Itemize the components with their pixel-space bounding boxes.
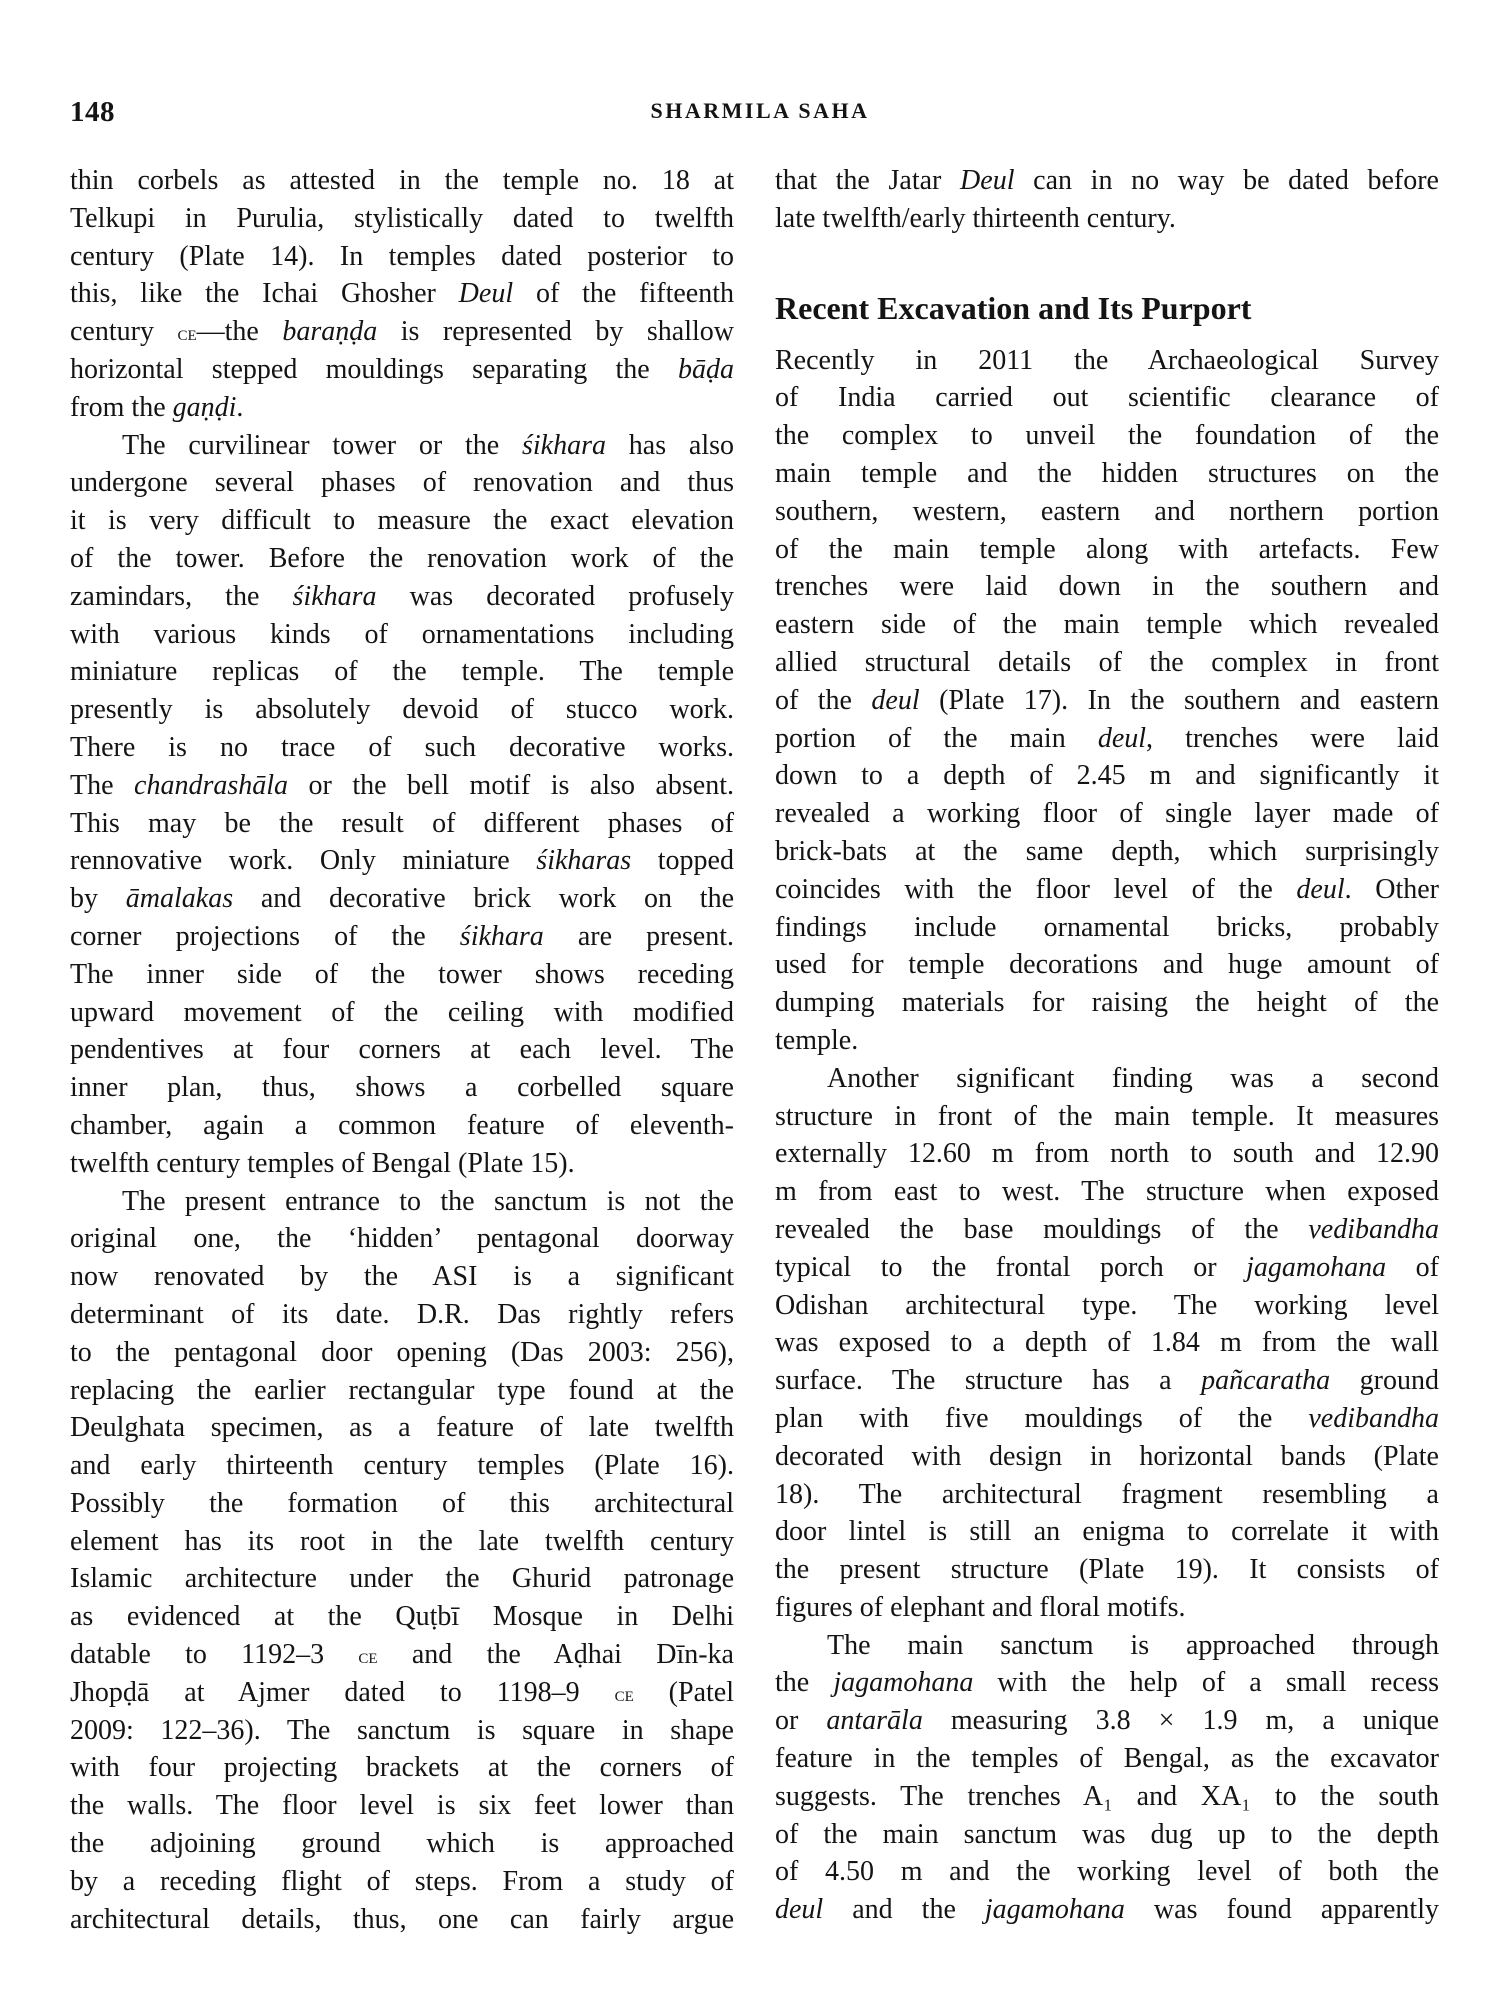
era-abbreviation: ce — [614, 1680, 634, 1706]
text-run: that the Jatar — [775, 165, 961, 196]
text-run: can in no way be dated before — [1014, 165, 1439, 196]
text-line: original one, the ‘hidden’ pentagonal doorway — [70, 1223, 734, 1255]
right-column — [775, 162, 1439, 1929]
text-run: datable to 1192–3 — [70, 1639, 359, 1671]
text-line: pendentives at four corners at each level. The — [70, 1034, 734, 1066]
text-run: The curvilinear tower or the — [122, 429, 522, 461]
italic-term: deul — [1296, 873, 1345, 905]
text-run: and decorative brick work on the — [233, 883, 734, 915]
italic-term: deul — [1097, 722, 1147, 754]
text-line: allied structural details of the complex in front — [775, 646, 1439, 678]
text-run: was found apparently — [1124, 1894, 1439, 1926]
text-run: (Plate 17). In the southern and eastern — [919, 684, 1439, 716]
text-line — [70, 1636, 734, 1674]
text-run: of the — [775, 684, 872, 716]
text-line: The inner side of the tower shows receding — [70, 958, 734, 990]
text-run: of the fifteenth — [513, 278, 734, 310]
text-line — [70, 1674, 734, 1712]
text-run: rennovative work. Only miniature — [70, 845, 537, 877]
text-run: . — [236, 391, 244, 423]
italic-term: baraṇḍa — [282, 316, 378, 348]
text-line: architectural details, thus, one can fairly argue — [70, 1903, 734, 1935]
text-run: by — [70, 883, 126, 915]
text-line: of the tower. Before the renovation work of the — [70, 542, 734, 574]
text-run: surface. The structure has a — [775, 1365, 1202, 1397]
text-line: brick-bats at the same depth, which surprisingly — [775, 835, 1439, 867]
text-run: or — [775, 1705, 827, 1737]
text-line — [775, 682, 1439, 720]
page-header — [70, 96, 1450, 136]
italic-term: jagamohana — [833, 1667, 974, 1699]
text-run: ground — [1330, 1365, 1439, 1397]
page-number: 148 — [70, 96, 115, 128]
text-line: decorated with design in horizontal bands (Plate — [775, 1440, 1439, 1472]
text-run: was decorated profusely — [376, 580, 734, 612]
text-line: Odishan architectural type. The working level — [775, 1289, 1439, 1321]
text-line: figures of elephant and floral motifs. — [775, 1591, 1186, 1623]
text-run: century — [70, 316, 178, 348]
text-run: The — [70, 769, 135, 801]
text-line: dumping materials for raising the height of the — [775, 987, 1439, 1019]
text-line: thin corbels as attested in the temple no. 18 at — [70, 165, 734, 196]
text-line: upward movement of the ceiling with modified — [70, 996, 734, 1028]
text-line: presently is absolutely devoid of stucco work. — [70, 694, 734, 726]
text-line — [70, 842, 734, 880]
text-run: plan with five mouldings of the — [775, 1402, 1309, 1434]
text-run: , trenches were laid — [1146, 722, 1440, 754]
text-run: and the — [823, 1894, 985, 1926]
text-run: corner projections of the — [70, 920, 460, 952]
right-column-body — [775, 342, 1439, 1929]
text-line: The present entrance to the sanctum is not the — [122, 1185, 734, 1217]
text-line: suggests. The trenches A₁ and XA₁ to the south — [775, 1780, 1439, 1812]
text-run: are present. — [543, 920, 734, 952]
text-line: down to a depth of 2.45 m and significantly it — [775, 760, 1439, 792]
text-line: of 4.50 m and the working level of both the — [775, 1856, 1439, 1888]
text-line: it is very difficult to measure the exact elevation — [70, 505, 734, 537]
text-run: and the Aḍhai Dīn-ka — [377, 1639, 734, 1671]
running-head-author: SHARMILA SAHA — [650, 98, 870, 123]
italic-term: vedibandha — [1308, 1402, 1439, 1434]
text-line: externally 12.60 m from north to south and 12.90 — [775, 1138, 1439, 1170]
text-line — [70, 275, 734, 313]
text-run: . Other — [1344, 873, 1439, 905]
italic-term: Deul — [960, 165, 1015, 196]
text-run: horizontal stepped mouldings separating the — [70, 353, 678, 385]
text-line: 18). The architectural fragment resembling a — [775, 1478, 1439, 1510]
text-line: 2009: 122–36). The sanctum is square in shape — [70, 1714, 734, 1746]
left-column — [70, 162, 734, 1938]
text-line: with four projecting brackets at the corners of — [70, 1752, 734, 1784]
text-line: the present structure (Plate 19). It consists of — [775, 1554, 1439, 1586]
text-line: Possibly the formation of this architectural — [70, 1487, 734, 1519]
text-line: century (Plate 14). In temples dated posterior to — [70, 240, 734, 272]
text-line: eastern side of the main temple which revealed — [775, 609, 1439, 641]
text-line — [775, 1702, 1439, 1740]
text-line — [70, 389, 734, 427]
italic-term: vedibandha — [1308, 1213, 1439, 1245]
text-run: measuring 3.8 × 1.9 m, a unique — [922, 1705, 1439, 1737]
text-line: and early thirteenth century temples (Plate 16). — [70, 1450, 734, 1482]
italic-term: bāḍa — [678, 353, 734, 385]
italic-term: śikharas — [536, 845, 632, 877]
text-line: used for temple decorations and huge amount of — [775, 949, 1439, 981]
text-run: has also — [606, 429, 734, 461]
text-line: now renovated by the ASI is a significant — [70, 1261, 734, 1293]
italic-term: chandrashāla — [134, 769, 289, 801]
text-line: Islamic architecture under the Ghurid patronage — [70, 1563, 734, 1595]
text-line — [775, 1211, 1439, 1249]
text-line: of India carried out scientific clearance of — [775, 382, 1439, 414]
text-line: twelfth century temples of Bengal (Plate 15). — [70, 1147, 575, 1179]
era-abbreviation: ce — [177, 320, 197, 346]
text-line: This may be the result of different phases of — [70, 807, 734, 839]
text-run: from the — [70, 391, 173, 423]
italic-term: jagamohana — [1246, 1251, 1387, 1283]
text-line: Recently in 2011 the Archaeological Survey — [775, 344, 1439, 376]
italic-term: śikhara — [522, 429, 606, 461]
text-line: as evidenced at the Quṭbī Mosque in Delhi — [70, 1601, 734, 1633]
text-line: was exposed to a depth of 1.84 m from the wall — [775, 1327, 1439, 1359]
italic-term: pañcaratha — [1201, 1365, 1331, 1397]
text-line — [70, 351, 734, 389]
text-line: determinant of its date. D.R. Das rightly refers — [70, 1298, 734, 1330]
italic-term: jagamohana — [984, 1894, 1125, 1926]
text-line: revealed a working floor of single layer made of — [775, 798, 1439, 830]
text-line: the walls. The floor level is six feet lower than — [70, 1790, 734, 1822]
text-run: portion of the main — [775, 722, 1098, 754]
text-line: chamber, again a common feature of eleventh- — [70, 1109, 734, 1141]
text-line: miniature replicas of the temple. The temple — [70, 656, 734, 688]
text-line — [775, 1664, 1439, 1702]
text-run: —the — [196, 316, 283, 348]
text-line: door lintel is still an enigma to correlate it with — [775, 1516, 1439, 1548]
text-line: Telkupi in Purulia, stylistically dated to twelfth — [70, 202, 734, 234]
text-line: the adjoining ground which is approached — [70, 1828, 734, 1860]
text-line — [70, 427, 734, 465]
text-run: of — [1386, 1251, 1440, 1283]
text-line: m from east to west. The structure when exposed — [775, 1176, 1439, 1208]
text-run: typical to the frontal porch or — [775, 1251, 1247, 1283]
italic-term: śikhara — [292, 580, 377, 612]
text-line: temple. — [775, 1024, 859, 1056]
text-line: of the main sanctum was dug up to the depth — [775, 1818, 1439, 1850]
text-line: There is no trace of such decorative works. — [70, 731, 734, 763]
italic-term: deul — [871, 684, 920, 716]
text-line: feature in the temples of Bengal, as the excavator — [775, 1743, 1439, 1775]
text-run: this, like the Ichai Ghosher — [70, 278, 459, 310]
italic-term: śikhara — [459, 920, 544, 952]
text-line — [775, 720, 1439, 758]
text-line — [775, 1362, 1439, 1400]
italic-term: antarāla — [826, 1705, 923, 1737]
text-run: with the help of a small recess — [973, 1667, 1439, 1699]
text-line — [775, 871, 1439, 909]
text-run: zamindars, the — [70, 580, 293, 612]
era-abbreviation: ce — [358, 1643, 378, 1669]
text-line: trenches were laid down in the southern and — [775, 571, 1439, 603]
text-line: the complex to unveil the foundation of the — [775, 420, 1439, 452]
text-line: main temple and the hidden structures on the — [775, 457, 1439, 489]
text-line: by a receding flight of steps. From a study of — [70, 1865, 734, 1897]
text-run: revealed the base mouldings of the — [775, 1213, 1309, 1245]
text-line: undergone several phases of renovation and thus — [70, 467, 734, 499]
text-run: or the bell motif is also absent. — [288, 769, 734, 801]
italic-term: āmalakas — [125, 883, 234, 915]
text-line: inner plan, thus, shows a corbelled square — [70, 1072, 734, 1104]
italic-term: deul — [775, 1894, 824, 1926]
text-run: topped — [631, 845, 734, 877]
text-run: (Patel — [633, 1676, 734, 1708]
text-line: Another significant finding was a second — [827, 1062, 1439, 1094]
text-line: structure in front of the main temple. It measures — [775, 1100, 1439, 1132]
text-line: southern, western, eastern and northern portion — [775, 495, 1439, 527]
text-line: Deulghata specimen, as a feature of late twelfth — [70, 1412, 734, 1444]
text-line — [775, 162, 1439, 200]
text-line: of the main temple along with artefacts. Few — [775, 533, 1439, 565]
text-line — [70, 767, 734, 805]
text-line — [70, 578, 734, 616]
text-run: is represented by shallow — [377, 316, 734, 348]
text-line — [775, 1400, 1439, 1438]
text-line: The main sanctum is approached through — [827, 1629, 1439, 1661]
text-line — [775, 1891, 1439, 1929]
text-line: findings include ornamental bricks, probably — [775, 911, 1439, 943]
text-run: Jhopḍā at Ajmer dated to 1198–9 — [70, 1676, 615, 1708]
section-heading: Recent Excavation and Its Purport — [775, 289, 1252, 326]
text-line — [775, 1249, 1439, 1287]
text-line — [70, 313, 734, 351]
text-line: with various kinds of ornamentations including — [70, 618, 734, 650]
italic-term: Deul — [458, 278, 514, 310]
right-column-intro — [775, 162, 1439, 238]
text-line: replacing the earlier rectangular type found at the — [70, 1374, 734, 1406]
text-run: the — [775, 1667, 834, 1699]
text-line: late twelfth/early thirteenth century. — [775, 202, 1176, 234]
text-line — [70, 918, 734, 956]
text-line: to the pentagonal door opening (Das 2003: 256), — [70, 1336, 734, 1368]
text-line: element has its root in the late twelfth century — [70, 1525, 734, 1557]
text-run: coincides with the floor level of the — [775, 873, 1297, 905]
text-line — [70, 880, 734, 918]
italic-term: gaṇḍi — [172, 391, 237, 423]
